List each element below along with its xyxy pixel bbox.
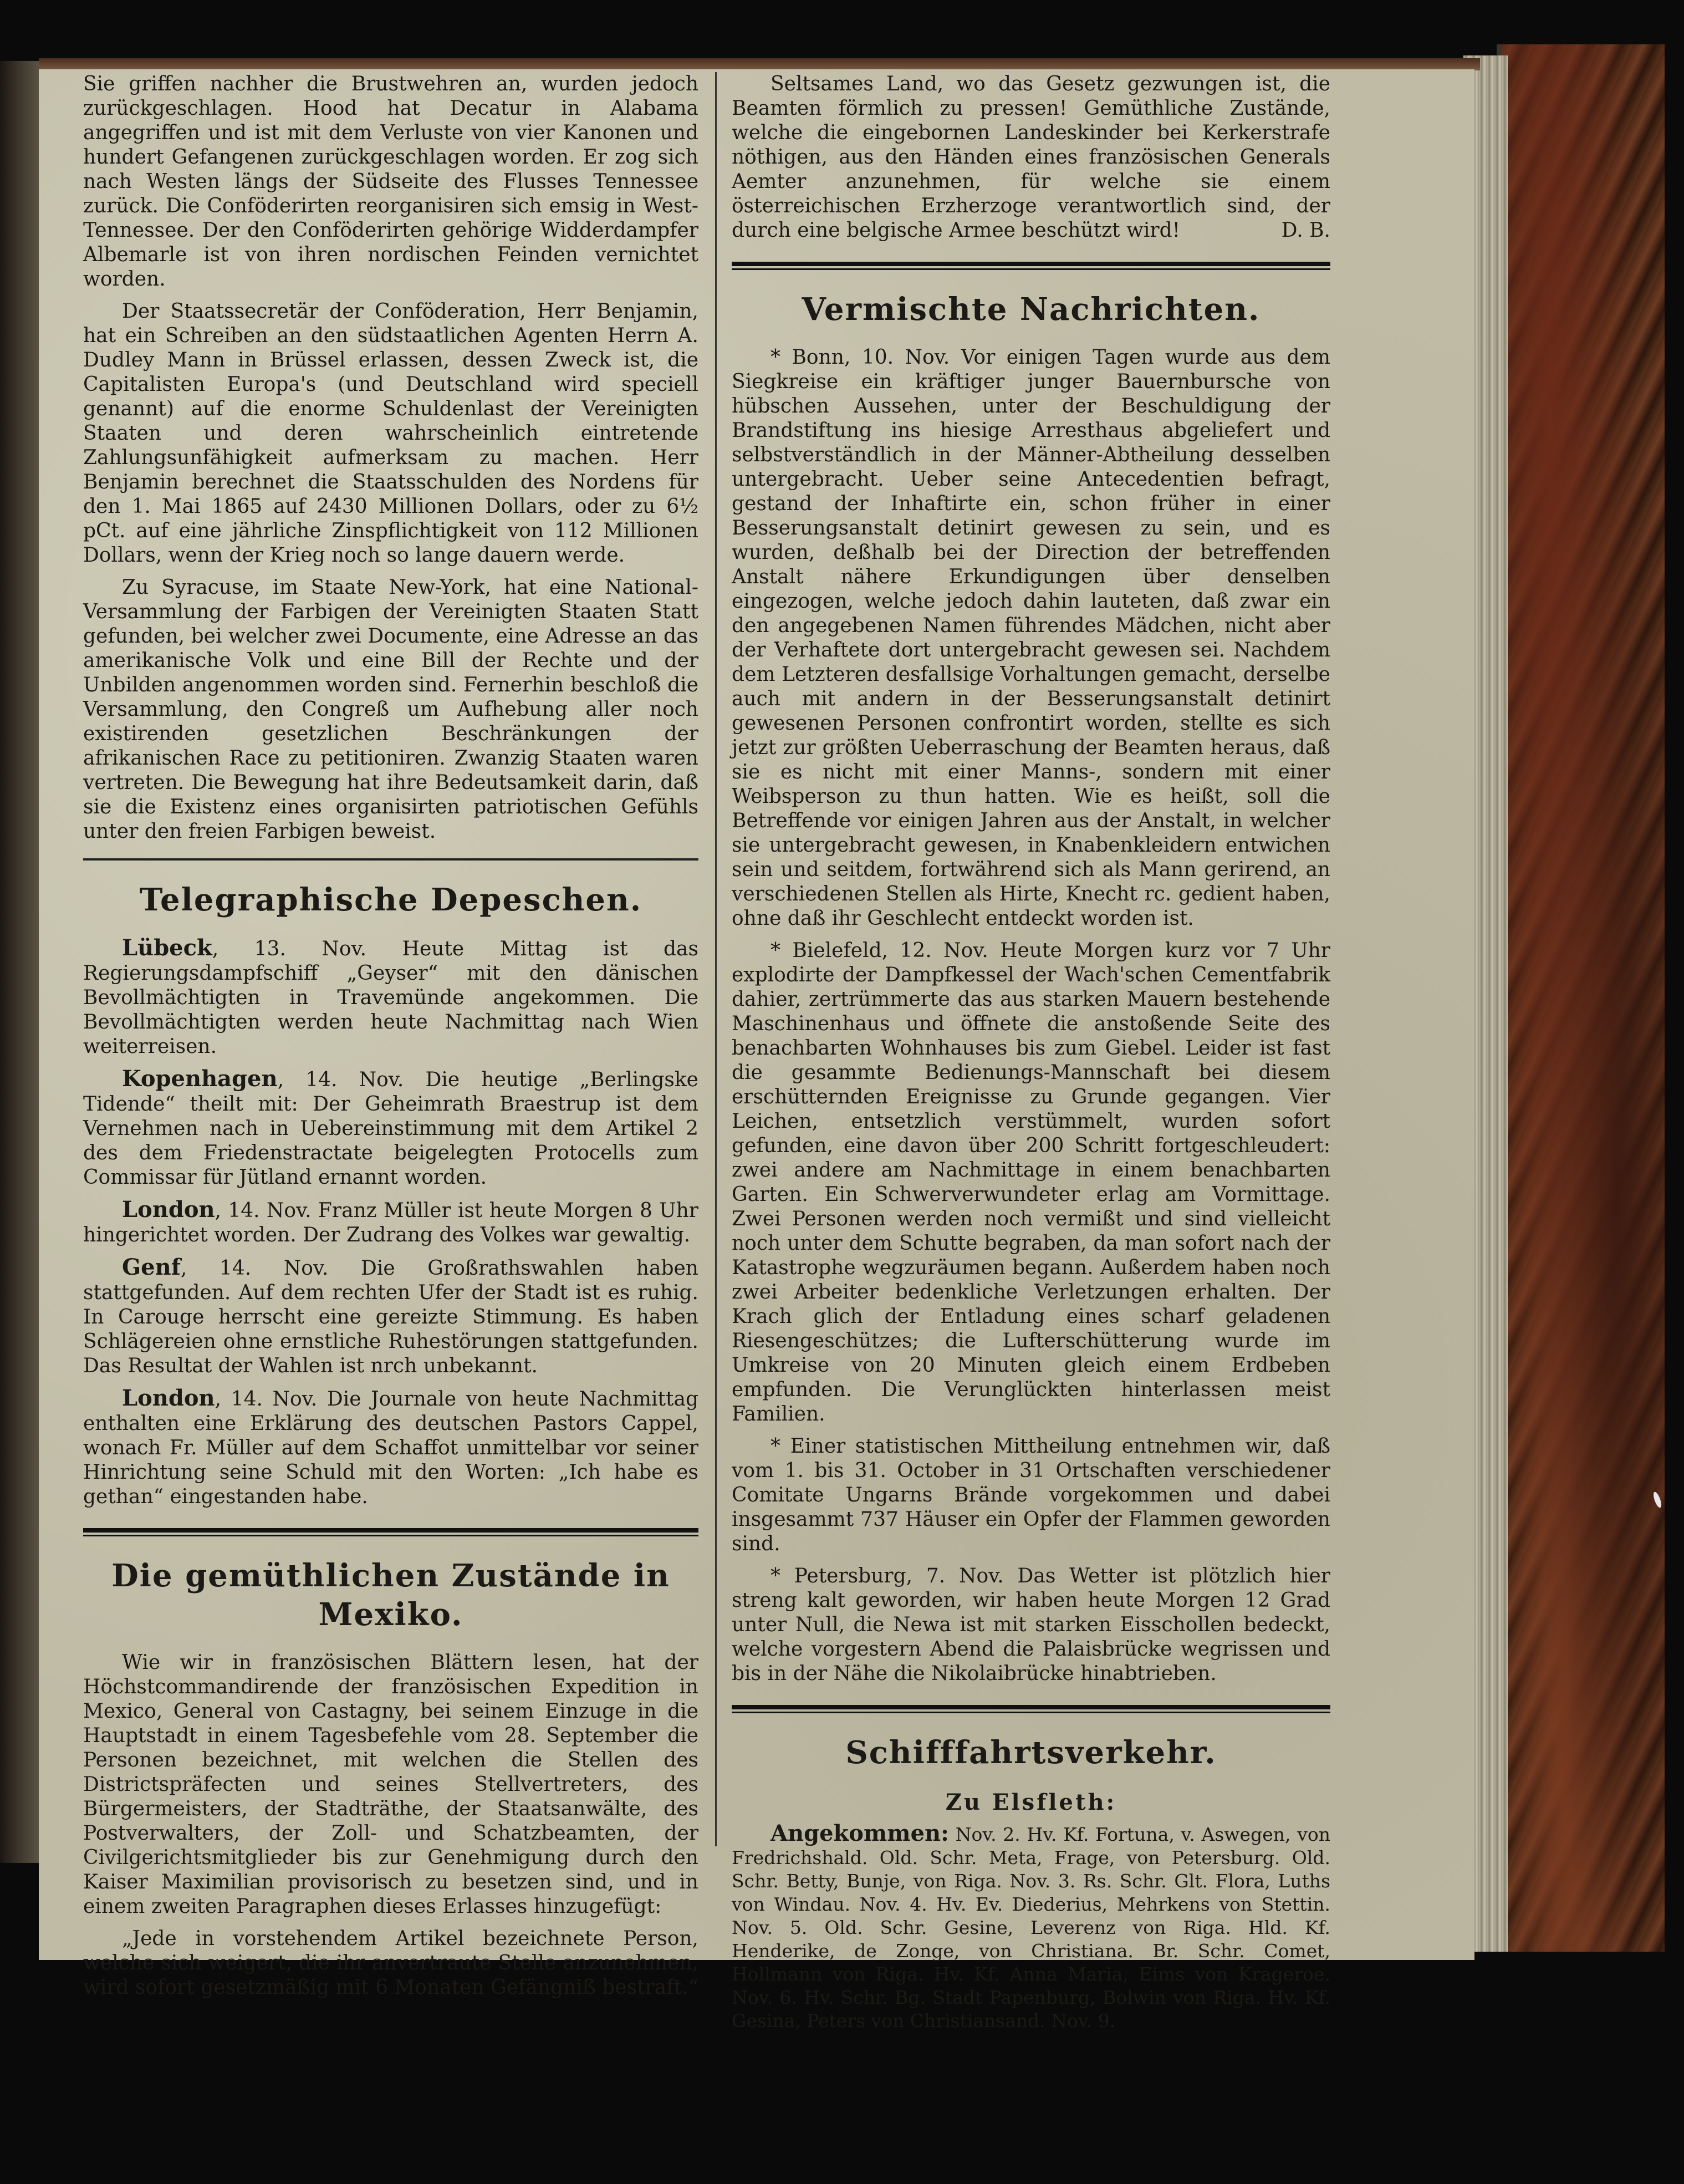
right-column [732,72,1330,2040]
telegram-place: Kopenhagen [122,1066,278,1092]
telegram-item [83,1386,698,1509]
article-paragraph: Sie griffen nachher die Brustwehren an, wurden jedoch zurückgeschlagen. Hood hat Decatur in Alabama angegriffen und ist mit dem Verluste von vier Kanonen und hundert Gefangenen zurückgeschlagen worden. Er zog sich nach Westen längs der Südseite des Flusses Tennessee zurück. Die Conföderirten reorganisiren sich emsig in West-Tennessee. Der den Conföderirten gehörige Widderdampfer Albemarle ist von ihren nordischen Feinden vernichtet worden. [83,73,698,291]
left-column [83,72,698,2008]
book-binding-left [0,61,39,1863]
telegram-text: , 14. Nov. Die heutige „Berlingske Tidende“ theilt mit: Der Geheimrath Braestrup ist dem Vernehmen nach in Uebereinstimmung mit dem Artikel 2 des dem Friedenstractate beigelegten Protocells zum Commissar für Jütland ernannt worden. [83,1068,698,1189]
telegram-item [83,1255,698,1378]
section-divider [732,1705,1330,1713]
section-heading-vermischte: Vermischte Nachrichten. [802,291,1261,328]
article-paragraph: Zu Syracuse, im Staate New-York, hat eine National-Versammlung der Farbigen der Vereinigten Staaten Statt gefunden, bei welcher zwei Documente, eine Adresse an das amerikanische Volk und eine Bill der Rechte und der Unbilden angenommen worden sind. Fernerhin beschloß die Versammlung, den Congreß um Aufhebung aller noch existirenden gesetzlichen Beschränkungen der afrikanischen Race zu petitioniren. Zwanzig Staaten waren vertreten. Die Bewegung hat ihre Bedeutsamkeit darin, daß sie die Existenz eines organisirten patriotischen Gefühls unter den freien Farbigen beweist. [83,576,698,843]
subheading-elsfleth: Zu Elsfleth: [945,1789,1117,1815]
section-divider [83,1528,698,1536]
section-divider [732,262,1330,270]
telegram-item [83,936,698,1059]
news-item: * Bielefeld, 12. Nov. Heute Morgen kurz vor 7 Uhr explodirte der Dampfkessel der Wach'schen Cementfabrik dahier, zertrümmerte das aus starken Mauern bestehende Maschinenhaus und öffnete die anstoßende Seite des benachbarten Wohnhauses bis zum Giebel. Leider ist fast die gesammte Bedienungs-Mannschaft bei diesem erschütternden Ereignisse zu Grunde gegangen. Vier Leichen, entsetzlich verstümmelt, wurden sofort gefunden, eine davon über 200 Schritt fortgeschleudert: zwei andere am Nachmittage in einem benachbarten Garten. Ein Schwerverwundeter erlag am Vormittage. Zwei Personen werden noch vermißt und sind vielleicht noch unter dem Schutte begraben, da man sofort nach der Katastrophe wegzuräumen begann. Außerdem haben noch zwei Arbeiter bedenkliche Verletzungen erhalten. Der Krach glich der Entladung eines scharf geladenen Riesengeschützes; die Lufterschütterung wurde im Umkreise von 20 Minuten gleich einem Erdbeben empfunden. Die Verunglückten hinterlassen meist Familien. [732,939,1330,1426]
telegram-text: , 14. Nov. Die Journale von heute Nachmittag enthalten eine Erklärung des deutschen Pastors Cappel, wonach Fr. Müller auf dem Schaffot unmittelbar vor seiner Hinrichtung seine Schuld mit den Worten: „Ich habe es gethan“ eingestanden habe. [83,1388,698,1508]
telegram-item [83,1067,698,1190]
shipping-list [732,1822,1330,2033]
telegram-place: London [122,1197,215,1223]
telegram-item [83,1198,698,1248]
marbled-cover [1497,44,1665,1952]
article-text: Seltsames Land, wo das Gesetz gezwungen ist, die Beamten förmlich zu pressen! Gemüthliche Zustände, welche die eingebornen Landeskinder bei Kerkerstrafe nöthigen, aus den Händen eines französischen Generals Aemter anzunehmen, für welche sie einem österreichischen Erzherzoge verantwortlich sind, der durch eine belgische Armee beschützt wird! [732,73,1330,242]
news-item: * Einer statistischen Mittheilung entnehmen wir, daß vom 1. bis 31. October in 31 Ortschaften verschiedener Comitate Ungarns Brände vorgekommen und dabei insgesammt 737 Häuser ein Opfer der Flammen geworden sind. [732,1435,1330,1555]
shipping-text: Nov. 2. Hv. Kf. Fortuna, v. Aswegen, von Fredrichshald. Old. Schr. Meta, Frage, von Petersburg. Old. Schr. Betty, Bunje, von Riga. Nov. 3. Rs. Schr. Glt. Flora, Luths von Windau. Nov. 4. Hv. Ev. Diederius, Mehrkens von Stettin. Nov. 5. Old. Schr. Gesine, Leverenz von Riga. Hld. Kf. Henderike, de Zonge, von Christiana. Br. Schr. Comet, Hollmann von Riga. Hv. Kf. Anna Maria, Eims von Krageroe. Nov. 6. Hv. Schr. Bg. Stadt Papenburg, Bolwin von Riga. Hv. Kf. Gesina, Peters von Christiansand. Nov. 9. [732,1824,1330,2032]
article-paragraph: Wie wir in französischen Blättern lesen, hat der Höchstcommandirende der französischen Expedition in Mexico, General von Castagny, bei seinem Einzuge in die Hauptstadt in einem Tagesbefehle vom 28. September die Personen bezeichnet, mit welchen die Stellen des Districtspräfecten und seines Stellvertreters, des Bürgermeisters, der Stadträthe, der Staatsanwälte, des Postverwalters, der Zoll- und Schatzbeamten, der Civilgerichtsmitglieder bis zur Genehmigung durch den Kaiser Maximilian provisorisch zu besetzen sind, und in einem zweiten Paragraphen dieses Erlasses hinzugefügt: [83,1651,698,1918]
telegram-text: , 14. Nov. Franz Müller ist heute Morgen 8 Uhr hingerichtet worden. Der Zudrang des Volkes war gewaltig. [83,1199,698,1246]
page-head-strip [39,58,1480,70]
telegram-place: Lübeck [122,935,212,961]
telegram-place: London [122,1385,215,1411]
telegram-text: , 14. Nov. Die Großrathswahlen haben stattgefunden. Auf dem rechten Ufer der Stadt ist es ruhig. In Carouge herrscht eine gereizte Stimmung. Es haben Schlägereien ohne ernstliche Ruhestörungen stattgefunden. Das Resultat der Wahlen ist nrch unbekannt. [83,1257,698,1377]
news-item: * Bonn, 10. Nov. Vor einigen Tagen wurde aus dem Siegkreise ein kräftiger junger Bauernbursche von hübschen Aussehen, unter der Beschuldigung der Brandstiftung ins hiesige Arresthaus abgeliefert und selbstverständlich in der Männer-Abtheilung desselben untergebracht. Ueber seine Antecedentien befragt, gestand der Inhaftirte ein, schon früher in einer Besserungsanstalt detinirt gewesen zu sein, und es wurden, deßhalb bei der Direction der betreffenden Anstalt nähere Erkundigungen über denselben eingezogen, welche jedoch dahin lauteten, daß zwar ein den angegebenen Namen führendes Mädchen, nicht aber der Verhaftete dort untergebracht gewesen sei. Nachdem dem Letzteren desfallsige Vorhaltungen gemacht, derselbe auch mit andern in der Besserungsanstalt detinirt gewesenen Personen confrontirt worden, stellte es sich jetzt zur größten Ueberraschung der Beamten heraus, daß sie es nicht mit einer Manns-, sondern mit einer Weibsperson zu thun hatten. Wie es heißt, soll die Betreffende vor einigen Jahren aus der Anstalt, in welcher sie untergebracht gewesen, in Knabenkleidern entwichen sein und seitdem, fortwährend sich als Mann gerirend, an verschiedenen Stellen als Hirte, Knecht rc. gedient haben, ohne daß ihr Geschlecht entdeckt worden ist. [732,346,1330,930]
article-quote: „Jede in vorstehendem Artikel bezeichnete Person, welche sich weigert, die ihr anvertraute Stelle anzunehmen, wird sofort gesetzmäßig mit 6 Monaten Gefängniß bestraft.“ [83,1927,698,1999]
news-item: * Petersburg, 7. Nov. Das Wetter ist plötzlich hier streng kalt geworden, wir haben heute Morgen 12 Grad unter Null, die Newa ist mit starken Eisschollen bedeckt, welche vorgestern Abend die Palaisbrücke wegrissen und bis in der Nähe die Nikolaibrücke hinabtrieben. [732,1565,1330,1685]
telegram-text: , 13. Nov. Heute Mittag ist das Regierungsdampfschiff „Geyser“ mit den dänischen Bevollmächtigten in Travemünde angekommen. Die Bevollmächtigten werden heute Nachmittag nach Wien weiterreisen. [83,938,698,1058]
telegram-place: Genf [122,1254,181,1280]
article-paragraph: Der Staatssecretär der Conföderation, Herr Benjamin, hat ein Schreiben an den südstaatlichen Agenten Herrn A. Dudley Mann in Brüssel erlassen, dessen Zweck ist, die Capitalisten Europa's (und Deutschland wird speciell genannt) auf die enorme Schuldenlast der Vereinigten Staaten und deren wahrscheinlich eintretende Zahlungsunfähigkeit aufmerksam zu machen. Herr Benjamin berechnet die Staatsschulden des Nordens für den 1. Mai 1865 auf 2430 Millionen Dollars, oder zu 6½ pCt. auf eine jährliche Zinspflichtigkeit von 112 Millionen Dollars, wenn der Krieg noch so lange dauern werde. [83,300,698,567]
shipping-label: Angekommen: [770,1820,949,1846]
section-heading-schifffahrt: Schifffahrtsverkehr. [845,1734,1217,1771]
author-signature: D. B. [1281,219,1330,242]
article-paragraph [732,72,1330,243]
section-heading-mexiko: Die gemüthlichen Zustände in Mexiko. [111,1557,670,1633]
section-divider [83,858,698,861]
column-rule [715,72,717,1846]
section-heading-telegraph: Telegraphische Depeschen. [139,882,642,918]
